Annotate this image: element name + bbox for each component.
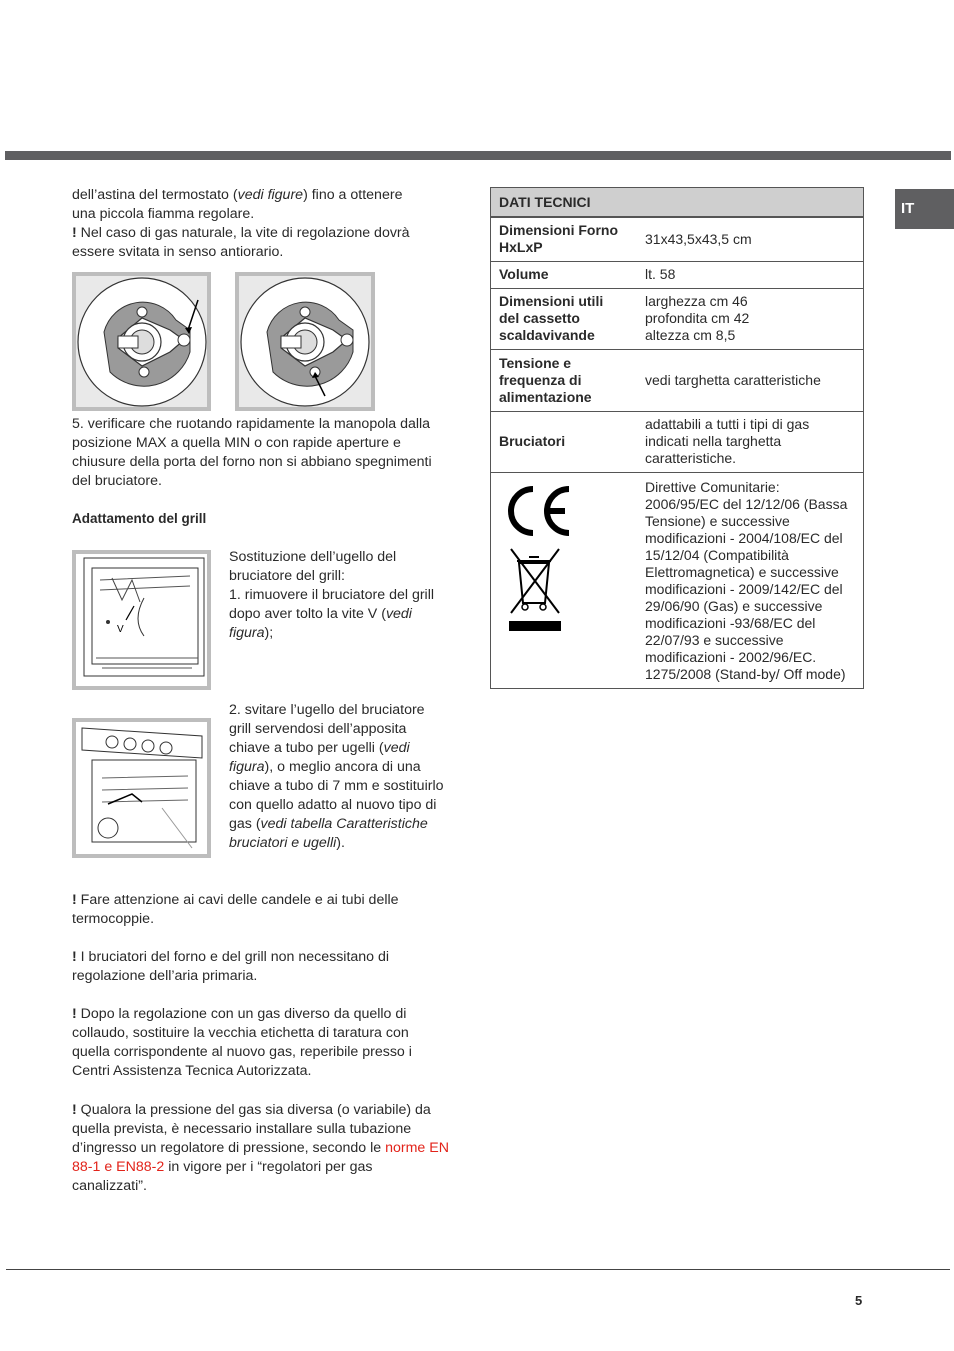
table-row: [491, 288, 864, 349]
grill-step-2: [229, 701, 449, 853]
warning-text: Dopo la regolazione con un gas diverso da quello di collaudo, sostituire la vecchia etichetta di taratura con quella corrispondente al nuovo gas, reperibile presso i Centri Assistenza Tecnica Autorizzata.: [72, 1006, 412, 1079]
warning-text: Qualora la pressione del gas sia diversa (o variabile) da quella prevista, è necessario installare sulla tubazione d’ingresso un regolatore di pressione, secondo le: [72, 1102, 431, 1156]
grill-figure-2: [72, 718, 211, 858]
step-5: 5. verificare che ruotando rapidamente la manopola dalla posizione MAX a quella MIN o con rapide aperture e chiusure della porta del forno non si abbiano spegnimenti del bruciatore.: [72, 416, 432, 489]
grill-step-2-ref: vedi figura: [229, 740, 410, 775]
language-tab: IT: [895, 189, 954, 229]
grill-section-title: Adattamento del grill: [72, 511, 207, 526]
row-label: Dimensioni utili del cassetto scaldavivande: [491, 288, 630, 349]
row-value: adattabili a tutti i tipi di gas indicati nella targhetta caratteristiche.: [629, 411, 864, 472]
ce-mark-icon: [511, 489, 569, 533]
grill-step-2-text-b: ), o meglio ancora di una chiave a tubo di 7 mm e sostituirlo con quello adatto al nuovo tipo di gas (: [229, 759, 444, 832]
grill-step-1-intro: Sostituzione dell’ugello del bruciatore del grill:: [229, 549, 397, 584]
warning-primary-air: [72, 948, 442, 986]
warning-mark: !: [72, 949, 77, 965]
thermostat-figure-right: [235, 272, 375, 411]
row-label: Volume: [491, 261, 630, 288]
row-value: vedi targhetta caratteristiche: [629, 349, 864, 411]
norms-link[interactable]: norme EN 88-1 e EN88-2: [72, 1140, 449, 1175]
warning-mark: !: [72, 1006, 77, 1022]
grill-step-1: [229, 548, 449, 643]
row-label: Dimensioni Forno HxLxP: [491, 217, 630, 261]
row-value: lt. 58: [629, 261, 864, 288]
intro-text-end: ) fino a ottenere: [303, 187, 403, 203]
ce-weee-marks: [499, 481, 569, 641]
grill-step-1-ref: vedi figura: [229, 606, 412, 641]
table-header: DATI TECNICI: [491, 188, 864, 218]
thermostat-figure-left: [72, 272, 211, 411]
grill-step-1-text: 1. rimuovere il bruciatore del grill dopo aver tolto la vite V (: [229, 587, 435, 622]
intro-paragraph: [72, 186, 452, 262]
table-row: [491, 411, 864, 472]
intro-text-2: una piccola fiamma regolare.: [72, 206, 255, 222]
warning-text-end: in vigore per i “regolatori per gas canalizzati”.: [72, 1159, 373, 1194]
grill-step-1-end: );: [264, 625, 274, 641]
grill-step-2-end: ).: [336, 835, 345, 851]
weee-bin-icon: [509, 549, 561, 631]
intro-ref: vedi figure: [237, 187, 304, 203]
warning-mark: !: [72, 1102, 77, 1118]
table-header-row: [491, 188, 864, 218]
row-value: 31x43,5x43,5 cm: [629, 217, 864, 261]
screw-label-v: V: [117, 624, 124, 635]
certification-marks: [491, 472, 630, 688]
footer-line: [6, 1269, 950, 1270]
directives-row: [491, 472, 864, 688]
grill-figure-1: [72, 550, 211, 690]
page-number: 5: [855, 1293, 863, 1308]
grill-step-2-table-ref: vedi tabella Caratteristiche bruciatori e ugelli: [229, 816, 428, 851]
header-bar: [5, 151, 951, 160]
row-label: Bruciatori: [491, 411, 630, 472]
intro-note: Nel caso di gas naturale, la vite di regolazione dovrà essere svitata in senso antiorario.: [72, 225, 410, 260]
table-row: [491, 349, 864, 411]
warning-gas-pressure: [72, 1101, 450, 1196]
warning-mark: !: [72, 225, 77, 241]
warning-spark-cables: [72, 891, 442, 929]
warning-label-replacement: [72, 1005, 450, 1081]
grill-step-2-text: 2. svitare l’ugello del bruciatore grill servendosi dell’apposita chiave a tubo per ugelli (: [229, 702, 425, 756]
warning-mark: !: [72, 892, 77, 908]
table-row: [491, 261, 864, 288]
technical-data-table: [490, 187, 864, 689]
row-value: larghezza cm 46 profondita cm 42 altezza cm 8,5: [629, 288, 864, 349]
intro-text: dell’astina del termostato (: [72, 187, 238, 203]
warning-text: Fare attenzione ai cavi delle candele e ai tubi delle termocoppie.: [72, 892, 399, 927]
table-row: [491, 217, 864, 261]
directives-text: Direttive Comunitarie: 2006/95/EC del 12/12/06 (Bassa Tensione) e successive modificazioni - 2004/108/EC del 15/12/04 (Compatibilità Elettromagnetica) e successive modificazioni - 2009/142/EC del 29/06/90 (Gas) e successive modificazioni -93/68/EC del 22/07/93 e successive modificazioni - 2002/96/EC. 1275/2008 (Stand-by/ Off mode): [629, 472, 864, 688]
warning-text: I bruciatori del forno e del grill non necessitano di regolazione dell’aria primaria.: [72, 949, 390, 984]
row-label: Tensione e frequenza di alimentazione: [491, 349, 630, 411]
